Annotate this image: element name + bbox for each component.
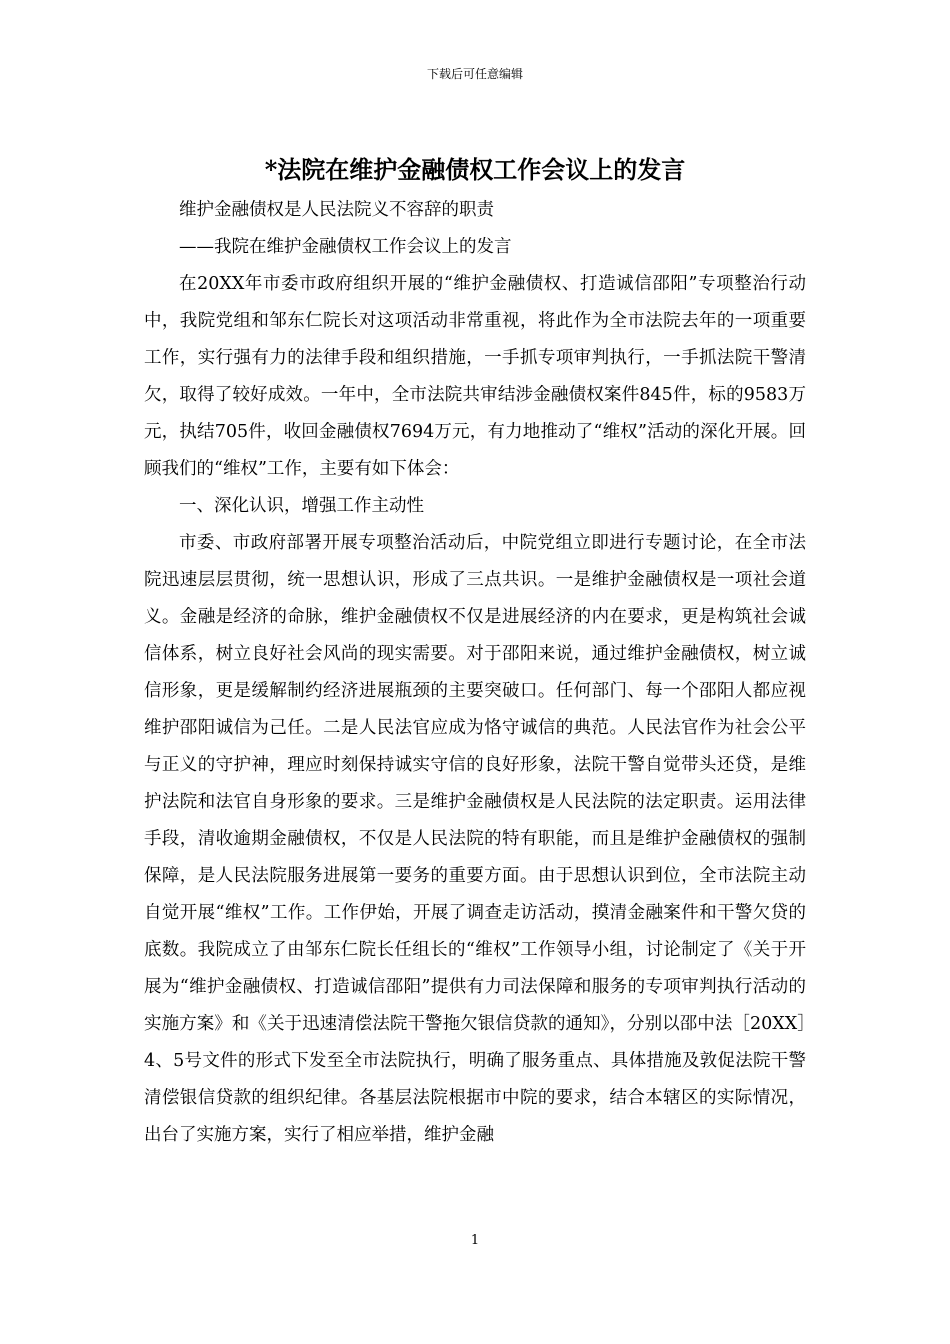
paragraph-section-1: 市委、市政府部署开展专项整治活动后，中院党组立即进行专题讨论，在全市法院迅速层层贯彻，统一思想认识，形成了三点共识。一是维护金融债权是一项社会道义。金融是经济的命脉，维护金融债权不仅是进展经济的内在要求，更是构筑社会诚信体系，树立良好社会风尚的现实需要。对于邵阳来说，通过维护金融债权，树立诚信形象，更是缓解制约经济进展瓶颈的主要突破口。任何部门、每一个邵阳人都应视维护邵阳诚信为己任。二是人民法官应成为恪守诚信的典范。人民法官作为社会公平与正义的守护神，理应时刻保持诚实守信的良好形象，法院干警自觉带头还贷，是维护法院和法官自身形象的要求。三是维护金融债权是人民法院的法定职责。运用法律手段，清收逾期金融债权，不仅是人民法院的特有职能，而且是维护金融债权的强制保障，是人民法院服务进展第一要务的重要方面。由于思想认识到位，全市法院主动自觉开展“维权”工作。工作伊始，开展了调查走访活动，摸清金融案件和干警欠贷的底数。我院成立了由邹东仁院长任组长的“维权”工作领导小组，讨论制定了《关于开展为“维护金融债权、打造诚信邵阳”提供有力司法保障和服务的专项审判执行活动的实施方案》和《关于迅速清偿法院干警拖欠银信贷款的通知》，分别以邵中法［20XX］4、5号文件的形式下发至全市法院执行，明确了服务重点、具体措施及敦促法院干警清偿银信贷款的组织纪律。各基层法院根据市中院的要求，结合本辖区的实际情况，出台了实施方案，实行了相应举措，维护金融 <box>144 533 806 1145</box>
page-number: 1 <box>470 1233 480 1248</box>
document-body <box>144 192 806 1154</box>
header-note: 下载后可任意编辑 <box>426 67 523 81</box>
paragraph-subtitle-note: ——我院在维护金融债权工作会议上的发言 <box>179 237 512 257</box>
paragraph-intro: 在20XX年市委市政府组织开展的“维护金融债权、打造诚信邵阳”专项整治行动中，我院党组和邹东仁院长对这项活动非常重视，将此作为全市法院去年的一项重要工作，实行强有力的法律手段和组织措施，一手抓专项审判执行，一手抓法院干警清欠，取得了较好成效。一年中，全市法院共审结涉金融债权案件845件，标的9583万元，执结705件，收回金融债权7694万元，有力地推动了“维权”活动的深化开展。回顾我们的“维权”工作，主要有如下体会： <box>144 274 806 479</box>
section-heading-1: 一、深化认识，增强工作主动性 <box>179 496 424 516</box>
paragraph-subtitle: 维护金融债权是人民法院义不容辞的职责 <box>179 200 494 220</box>
document-title: *法院在维护金融债权工作会议上的发言 <box>264 155 686 184</box>
